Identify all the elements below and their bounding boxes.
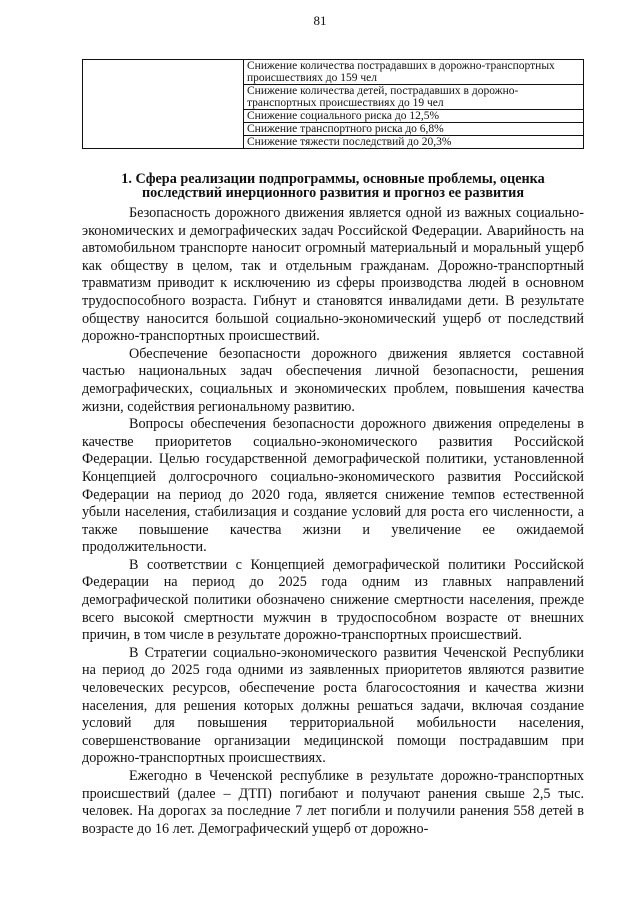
section-title: 1. Сфера реализации подпрограммы, основные проблемы, оценка последствий инерционного развития и прогноз ее развития [121, 171, 545, 201]
section-body [82, 205, 584, 838]
table-cell: Снижение социального риска до 12,5% [244, 110, 584, 123]
table-cell: Снижение транспортного риска до 6,8% [244, 123, 584, 136]
paragraph: Обеспечение безопасности дорожного движения является составной частью национальных задач обеспечения личной безопасности, решения демографических, социальных и экономических проблем, повышения качества жизни, содействия региональному развитию. [82, 345, 584, 415]
paragraph: В Стратегии социально-экономического развития Чеченской Республики на период до 2025 года одними из заявленных приоритетов являются развитие человеческих ресурсов, обеспечение роста благосостояния и качества жизни населения, для решения которых должны решаться задачи, включая создание условий для повышения территориальной мобильности населения, совершенствование организации медицинской помощи пострадавшим при дорожно-транспортных происшествиях. [82, 644, 584, 767]
table-cell: Снижение тяжести последствий до 20,3% [244, 136, 584, 149]
table-cell: Снижение количества пострадавших в дорожно-транспортных происшествиях до 159 чел [244, 60, 584, 85]
paragraph: Вопросы обеспечения безопасности дорожного движения определены в качестве приоритетов социально-экономического развития Российской Федерации. Целью государственной демографической политики, установленной Концепцией долгосрочного социально-экономического развития Российской Федерации на период до 2020 года, является снижение темпов естественной убыли населения, стабилизация и создание условий для роста его численности, а также повышение качества жизни и увеличение ее ожидаемой продолжительности. [82, 416, 584, 556]
targets-table [82, 59, 584, 149]
paragraph: Ежегодно в Чеченской республике в результате дорожно-транспортных происшествий (далее – ДТП) погибают и получают ранения свыше 2,5 тыс. человек. На дорогах за последние 7 лет погибли и получили ранения 558 детей в возрасте до 16 лет. Демографический ущерб от дорожно- [82, 768, 584, 837]
paragraph: В соответствии с Концепцией демографической политики Российской Федерации на период до 2025 года одним из главных направлений демографической политики обозначено снижение смертности населения, прежде всего высокой смертности мужчин в трудоспособном возрасте от внешних причин, в том числе в результате дорожно-транспортных происшествий. [82, 556, 584, 644]
table-row [83, 60, 584, 85]
paragraph: Безопасность дорожного движения является одной из важных социально-экономических и демографических задач Российской Федерации. Аварийность на автомобильном транспорте наносит огромный материальный и моральный ущерб как обществу в целом, так и отдельным гражданам. Дорожно-транспортный травматизм приводит к исключению из сферы производства людей в основном трудоспособного возраста. Гибнут и становятся инвалидами дети. В результате обществу наносится большой социально-экономический ущерб от последствий дорожно-транспортных происшествий. [82, 205, 584, 345]
table-cell-empty [83, 60, 244, 149]
page-number: 81 [313, 13, 327, 28]
table-cell: Снижение количества детей, пострадавших в дорожно-транспортных происшествиях до 19 чел [244, 85, 584, 110]
